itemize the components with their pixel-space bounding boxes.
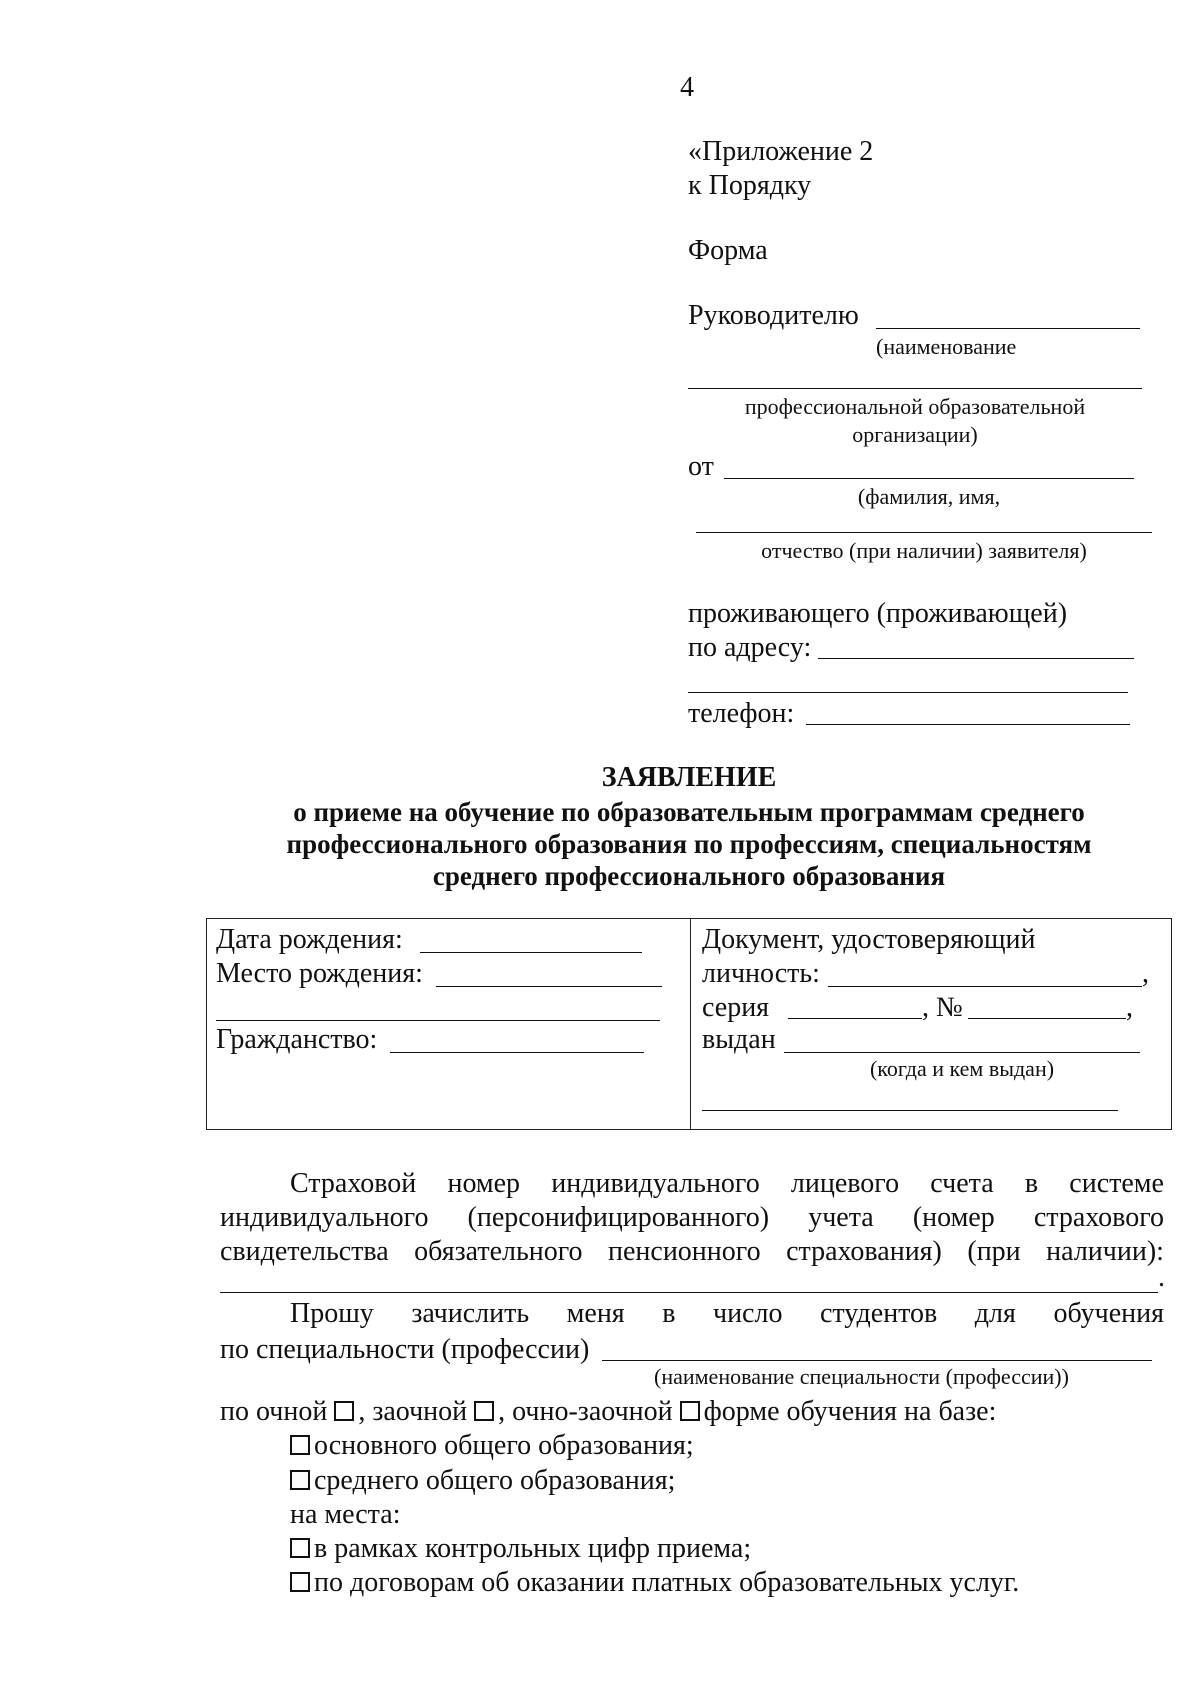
word: обучения (1053, 1298, 1164, 1329)
word: индивидуального (551, 1168, 760, 1199)
word: страхования) (786, 1236, 942, 1267)
identity-doc-comma: , (1142, 958, 1149, 989)
citizenship-label: Гражданство: (216, 1024, 378, 1055)
applicant-patronymic-field[interactable] (696, 532, 1152, 533)
from-label: от (688, 451, 714, 482)
snils-field[interactable] (220, 1292, 1158, 1293)
series-field[interactable] (788, 1018, 922, 1019)
birth-place-field-1[interactable] (436, 986, 662, 987)
base-basic-checkbox[interactable] (290, 1435, 310, 1455)
birth-date-field[interactable] (420, 952, 642, 953)
number-label: , № (922, 992, 963, 1023)
head-name-field[interactable] (876, 328, 1140, 329)
word: (при (967, 1236, 1021, 1267)
request-line-1 (220, 1298, 1164, 1330)
base-basic-option (290, 1430, 694, 1462)
hint-fio-2: отчество (при наличии) заявителя) (761, 538, 1087, 563)
word: в (1024, 1168, 1039, 1199)
word: число (712, 1298, 783, 1329)
word: страхового (1033, 1202, 1164, 1233)
base-secondary-option (290, 1465, 675, 1497)
hint-name: (наименование (876, 334, 1017, 359)
document-subtitle-3: среднего профессионального образования (432, 861, 946, 891)
word: учета (808, 1202, 874, 1233)
snils-line-1 (220, 1168, 1164, 1200)
document-subtitle-1: о приеме на обучение по образовательным программам среднего (293, 797, 1085, 827)
base-secondary-checkbox[interactable] (290, 1470, 310, 1490)
to-order-label: к Порядку (688, 170, 812, 201)
place-paid-label: по договорам об оказании платных образовательных услуг. (314, 1567, 1020, 1598)
identity-doc-field[interactable] (828, 986, 1142, 987)
birth-date-label: Дата рождения: (216, 924, 403, 955)
number-field[interactable] (968, 1018, 1126, 1019)
word: для (974, 1298, 1016, 1329)
place-budget-checkbox[interactable] (290, 1538, 310, 1558)
word: лицевого (790, 1168, 900, 1199)
word: меня (566, 1298, 625, 1329)
table-divider (690, 918, 691, 1130)
word: (номер (912, 1202, 995, 1233)
form-zaochnaya-label: , заочной (358, 1396, 468, 1427)
places-label: на места: (290, 1499, 401, 1530)
study-form-line (220, 1396, 996, 1428)
org-name-field[interactable] (688, 388, 1142, 389)
word: Прошу (290, 1298, 374, 1329)
word: (персонифицированного) (467, 1202, 770, 1233)
word: пенсионного (608, 1236, 761, 1267)
phone-field[interactable] (806, 724, 1130, 725)
number-comma: , (1126, 992, 1133, 1023)
page-number: 4 (680, 72, 694, 103)
hint-issued: (когда и кем выдан) (869, 1056, 1055, 1081)
living-label: проживающего (проживающей) (688, 598, 1068, 629)
form-zaochnaya-checkbox[interactable] (474, 1401, 494, 1421)
place-paid-option (290, 1567, 1019, 1599)
word: счета (930, 1168, 994, 1199)
specialty-field[interactable] (602, 1360, 1152, 1361)
snils-period: . (1158, 1262, 1165, 1293)
word: наличии): (1046, 1236, 1164, 1267)
citizenship-field[interactable] (390, 1052, 644, 1053)
snils-line-3 (220, 1236, 1164, 1268)
request-spec-label: по специальности (профессии) (220, 1334, 590, 1365)
address-field-1[interactable] (818, 658, 1134, 659)
word: системе (1069, 1168, 1164, 1199)
phone-label: телефон: (688, 698, 795, 729)
document-subtitle-2: профессионального образования по профессиям, специальностям (286, 829, 1092, 859)
place-budget-option (290, 1533, 751, 1565)
applicant-name-field[interactable] (724, 478, 1134, 479)
base-basic-label: основного общего образования; (314, 1430, 694, 1461)
hint-specialty: (наименование специальности (профессии)) (654, 1364, 1069, 1389)
form-ochno-zaochnaya-label: , очно-заочной (498, 1396, 673, 1427)
word: зачислить (411, 1298, 530, 1329)
hint-fio-1: (фамилия, имя, (857, 484, 1001, 509)
word: свидетельства (220, 1236, 389, 1267)
issued-label: выдан (702, 1024, 776, 1055)
birth-place-field-2[interactable] (216, 1020, 660, 1021)
place-paid-checkbox[interactable] (290, 1572, 310, 1592)
word: студентов (819, 1298, 938, 1329)
word: обязательного (414, 1236, 583, 1267)
appendix-label: «Приложение 2 (688, 136, 874, 167)
snils-line-2 (220, 1202, 1164, 1234)
form-suffix-label: форме обучения на базе: (703, 1396, 997, 1427)
word: индивидуального (220, 1202, 429, 1233)
document-title: ЗАЯВЛЕНИЕ (601, 762, 777, 793)
place-budget-label: в рамках контрольных цифр приема; (314, 1533, 752, 1564)
hint-org-1: профессиональной образовательной (744, 394, 1086, 419)
word: Страховой (290, 1168, 417, 1199)
to-head-label: Руководителю (688, 300, 859, 331)
word: в (662, 1298, 676, 1329)
identity-doc-label: Документ, удостоверяющий (702, 924, 1036, 955)
form-ochnaya-checkbox[interactable] (334, 1401, 354, 1421)
series-label: серия (702, 992, 770, 1023)
address-field-2[interactable] (688, 692, 1128, 693)
hint-org-2: организации) (852, 422, 978, 447)
form-ochnaya-label: по очной (220, 1396, 328, 1427)
identity-doc-label-2: личность: (702, 958, 820, 989)
word: номер (447, 1168, 521, 1199)
form-ochno-zaochnaya-checkbox[interactable] (680, 1401, 700, 1421)
birth-place-label: Место рождения: (216, 958, 423, 989)
issued-field-2[interactable] (702, 1110, 1118, 1111)
form-label: Форма (688, 235, 768, 266)
base-secondary-label: среднего общего образования; (314, 1465, 676, 1496)
address-label: по адресу: (688, 632, 812, 663)
issued-field[interactable] (784, 1052, 1140, 1053)
